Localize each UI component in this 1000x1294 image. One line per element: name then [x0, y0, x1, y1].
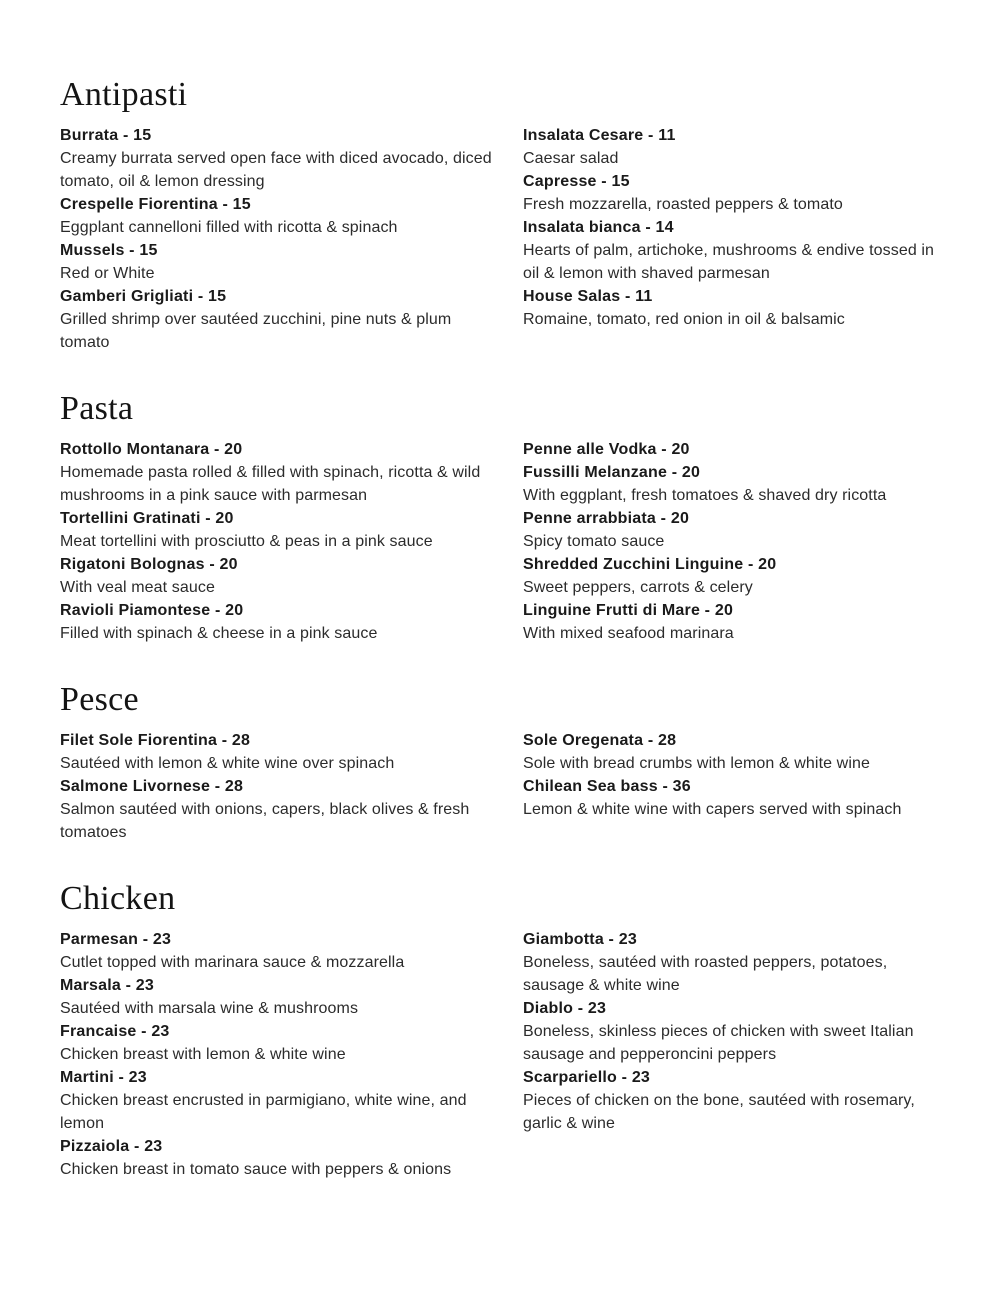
- menu-item: [60, 928, 494, 974]
- menu-item-description: Sweet peppers, carrots & celery: [523, 579, 753, 596]
- menu-item-description: Chicken breast in tomato sauce with peppers & onions: [60, 1161, 452, 1178]
- menu-item-name: Sole Oregenata - 28: [523, 732, 677, 749]
- menu-item-description: Sautéed with lemon & white wine over spinach: [60, 755, 395, 772]
- menu-item-description: With mixed seafood marinara: [523, 625, 734, 642]
- menu-item-name: Martini - 23: [60, 1069, 147, 1086]
- menu-item-description: Grilled shrimp over sautéed zucchini, pine nuts & plum tomato: [60, 311, 452, 351]
- menu-item-description: Romaine, tomato, red onion in oil & balsamic: [523, 311, 845, 328]
- menu-item-description: Boneless, sautéed with roasted peppers, potatoes, sausage & white wine: [523, 954, 888, 994]
- column-right: [523, 928, 940, 1135]
- menu-item-description: Sautéed with marsala wine & mushrooms: [60, 1000, 359, 1017]
- column-right: [523, 438, 940, 645]
- menu-item-name: Diablo - 23: [523, 1000, 607, 1017]
- menu-item-name: Ravioli Piamontese - 20: [60, 602, 244, 619]
- menu-item-description: Spicy tomato sauce: [523, 533, 665, 550]
- menu-item: [60, 507, 494, 553]
- menu-item-name: Mussels - 15: [60, 242, 158, 259]
- menu-item-name: Salmone Livornese - 28: [60, 778, 244, 795]
- column-right: [523, 124, 940, 331]
- section-columns: [60, 729, 940, 844]
- menu-item-name: Burrata - 15: [60, 127, 152, 144]
- section-title: Pesce: [60, 681, 139, 718]
- column-right: [523, 729, 940, 821]
- menu-item: [60, 1066, 494, 1135]
- menu-item-name: Tortellini Gratinati - 20: [60, 510, 234, 527]
- menu-item-description: Filled with spinach & cheese in a pink sauce: [60, 625, 378, 642]
- menu-item: [60, 124, 494, 193]
- menu-item-name: Marsala - 23: [60, 977, 155, 994]
- menu-item: [60, 193, 494, 239]
- menu-item: [523, 553, 940, 599]
- menu-item-name: Fussilli Melanzane - 20: [523, 464, 701, 481]
- section-antipasti: [60, 78, 940, 354]
- section-pasta: [60, 392, 940, 645]
- menu-item: [60, 1020, 494, 1066]
- section-columns: [60, 124, 940, 354]
- menu-item-description: Pieces of chicken on the bone, sautéed with rosemary, garlic & wine: [523, 1092, 915, 1132]
- menu-item: [523, 124, 940, 170]
- menu-item-name: Chilean Sea bass - 36: [523, 778, 691, 795]
- menu-item-description: Chicken breast encrusted in parmigiano, white wine, and lemon: [60, 1092, 467, 1132]
- menu-item: [523, 1066, 940, 1135]
- menu-item-description: Chicken breast with lemon & white wine: [60, 1046, 346, 1063]
- menu-item: [60, 239, 494, 285]
- menu-item: [523, 997, 940, 1066]
- menu-item-description: Hearts of palm, artichoke, mushrooms & endive tossed in oil & lemon with shaved parmesan: [523, 242, 935, 282]
- menu-item: [523, 285, 940, 331]
- menu-item-name: Penne arrabbiata - 20: [523, 510, 690, 527]
- column-left: [60, 928, 494, 1181]
- column-left: [60, 438, 494, 645]
- menu-item-description: Boneless, skinless pieces of chicken with sweet Italian sausage and pepperoncini peppers: [523, 1023, 914, 1063]
- menu-item-name: Parmesan - 23: [60, 931, 172, 948]
- menu-item-description: Lemon & white wine with capers served with spinach: [523, 801, 902, 818]
- menu-item: [523, 729, 940, 775]
- menu-item-description: With eggplant, fresh tomatoes & shaved dry ricotta: [523, 487, 887, 504]
- section-title: Pasta: [60, 390, 134, 427]
- menu-item: [523, 775, 940, 821]
- menu-item: [523, 170, 940, 216]
- section-title: Antipasti: [60, 76, 188, 113]
- menu-item-name: Penne alle Vodka - 20: [523, 441, 690, 458]
- section-title: Chicken: [60, 880, 176, 917]
- menu-item: [60, 1135, 494, 1181]
- menu-item: [523, 438, 940, 461]
- menu-item: [60, 775, 494, 844]
- column-left: [60, 124, 494, 354]
- menu-item-name: Giambotta - 23: [523, 931, 637, 948]
- menu-item-name: Filet Sole Fiorentina - 28: [60, 732, 251, 749]
- menu-item: [60, 729, 494, 775]
- menu-item-description: Caesar salad: [523, 150, 619, 167]
- menu-item-name: Linguine Frutti di Mare - 20: [523, 602, 734, 619]
- menu-item: [60, 599, 494, 645]
- menu-item-description: With veal meat sauce: [60, 579, 215, 596]
- menu-item-description: Creamy burrata served open face with diced avocado, diced tomato, oil & lemon dressing: [60, 150, 492, 190]
- menu-item: [60, 553, 494, 599]
- menu-item-name: Rottollo Montanara - 20: [60, 441, 243, 458]
- menu-item-description: Red or White: [60, 265, 155, 282]
- menu-item-description: Homemade pasta rolled & filled with spinach, ricotta & wild mushrooms in a pink sauce with parmesan: [60, 464, 481, 504]
- section-pesce: [60, 683, 940, 844]
- menu-item-name: Scarpariello - 23: [523, 1069, 651, 1086]
- menu-item: [523, 216, 940, 285]
- menu-item: [523, 928, 940, 997]
- menu-item: [60, 974, 494, 1020]
- menu-item: [523, 599, 940, 645]
- menu-item: [60, 285, 494, 354]
- menu-item-name: Capresse - 15: [523, 173, 630, 190]
- menu-item-name: Insalata bianca - 14: [523, 219, 674, 236]
- section-chicken: [60, 882, 940, 1181]
- menu-item-description: Fresh mozzarella, roasted peppers & tomato: [523, 196, 843, 213]
- menu-item-name: Pizzaiola - 23: [60, 1138, 163, 1155]
- menu-item-name: Crespelle Fiorentina - 15: [60, 196, 251, 213]
- menu-item: [60, 438, 494, 507]
- menu-item: [523, 461, 940, 507]
- menu-item-name: Francaise - 23: [60, 1023, 170, 1040]
- menu-item-name: House Salas - 11: [523, 288, 653, 305]
- menu-item-description: Sole with bread crumbs with lemon & white wine: [523, 755, 870, 772]
- column-left: [60, 729, 494, 844]
- menu-item-name: Gamberi Grigliati - 15: [60, 288, 227, 305]
- section-columns: [60, 438, 940, 645]
- section-columns: [60, 928, 940, 1181]
- menu-item-name: Insalata Cesare - 11: [523, 127, 676, 144]
- menu-item-description: Meat tortellini with prosciutto & peas in a pink sauce: [60, 533, 433, 550]
- menu-item-description: Salmon sautéed with onions, capers, black olives & fresh tomatoes: [60, 801, 470, 841]
- menu-item: [523, 507, 940, 553]
- menu-item-name: Shredded Zucchini Linguine - 20: [523, 556, 777, 573]
- menu-item-description: Cutlet topped with marinara sauce & mozzarella: [60, 954, 405, 971]
- menu-item-description: Eggplant cannelloni filled with ricotta & spinach: [60, 219, 398, 236]
- menu-item-name: Rigatoni Bolognas - 20: [60, 556, 238, 573]
